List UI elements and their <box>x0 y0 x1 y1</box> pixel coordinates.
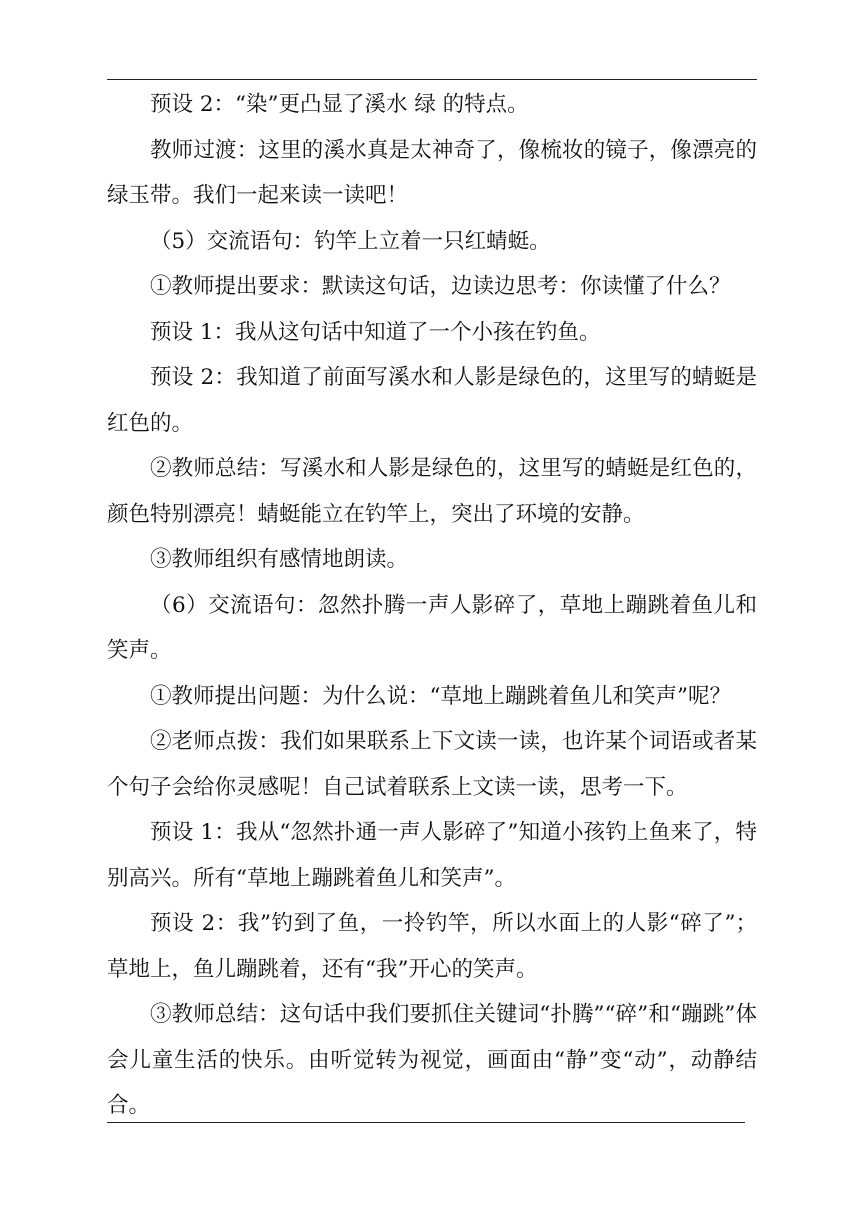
paragraph-teacher-transition: 教师过渡：这里的溪水真是太神奇了，像梳妆的镜子，像漂亮的绿玉带。我们一起来读一读吧！ <box>107 137 757 208</box>
paragraph-preset-1-splash: 预设 1：我从“忽然扑通一声人影碎了”知道小孩钓上鱼来了，特别高兴。所有“草地上蹦跳着鱼儿和笑声”。 <box>107 820 757 891</box>
paragraph-preset-1-fishing: 预设 1：我从这句话中知道了一个小孩在钓鱼。 <box>150 319 601 345</box>
paragraph-teacher-reading: ③教师组织有感情地朗读。 <box>150 547 409 572</box>
footer-rule <box>107 1122 745 1123</box>
paragraph-teacher-requirement: ①教师提出要求：默读这句话，边读边思考：你读懂了什么？ <box>150 274 731 299</box>
paragraph-teacher-summary-colors: ②教师总结：写溪水和人影是绿色的，这里写的蜻蜓是红色的，颜色特别漂亮！蜻蜓能立在钓竿上，突出了环境的安静。 <box>107 456 757 527</box>
paragraph-teacher-summary-keywords: ③教师总结：这句话中我们要抓住关键词“扑腾”“碎”和“蹦跳”体会儿童生活的快乐。由听觉转为视觉，画面由“静”变“动”，动静结合。 <box>107 1002 757 1118</box>
paragraph-section-5-heading: （5）交流语句：钓竿上立着一只红蜻蜓。 <box>150 228 551 254</box>
paragraph-teacher-question: ①教师提出问题：为什么说：“草地上蹦跳着鱼儿和笑声”呢？ <box>150 683 731 709</box>
document-body <box>107 82 757 1129</box>
paragraph-preset-2-dye: 预设 2：“染”更凸显了溪水 绿 的特点。 <box>150 92 529 117</box>
header-rule <box>107 79 757 80</box>
paragraph-preset-2-colors: 预设 2：我知道了前面写溪水和人影是绿色的，这里写的蜻蜓是红色的。 <box>107 365 757 436</box>
paragraph-section-6-heading: （6）交流语句：忽然扑腾一声人影碎了，草地上蹦跳着鱼儿和笑声。 <box>107 592 757 663</box>
paragraph-preset-2-laughter: 预设 2：我”钓到了鱼，一拎钓竿，所以水面上的人影“碎了”；草地上，鱼儿蹦跳着，还有“我”开心的笑声。 <box>107 911 757 982</box>
paragraph-teacher-guidance: ②老师点拨：我们如果联系上下文读一读，也许某个词语或者某个句子会给你灵感呢！自己试着联系上文读一读，思考一下。 <box>107 729 757 800</box>
